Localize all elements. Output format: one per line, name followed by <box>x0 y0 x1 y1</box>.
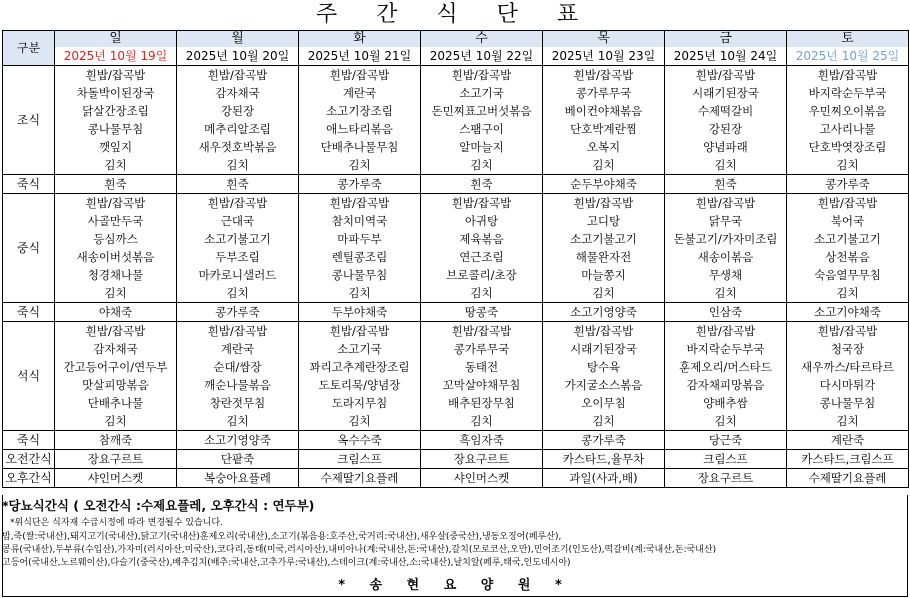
menu-cell: 다시마튀각 <box>787 376 909 394</box>
menu-cell: 소고기영양죽 <box>543 303 665 322</box>
lunch-label: 중식 <box>3 194 55 303</box>
dinner-row <box>3 322 909 341</box>
menu-cell: 새우까스/타르타르 <box>787 358 909 376</box>
page-title: 주 간 식 단 표 <box>315 2 595 27</box>
menu-cell: 수제딸기요플레 <box>299 469 421 488</box>
menu-cell: 장요구르트 <box>55 450 177 469</box>
menu-cell: 흰밥/잡곡밥 <box>177 194 299 213</box>
menu-cell: 김치 <box>543 284 665 303</box>
weekly-menu-table <box>2 30 909 488</box>
menu-cell: 야채죽 <box>55 303 177 322</box>
menu-cell: 맛살피망볶음 <box>55 376 177 394</box>
menu-cell: 마늘쫑지 <box>543 266 665 284</box>
menu-cell: 돈민찌표고버섯볶음 <box>421 102 543 120</box>
menu-cell: 흰밥/잡곡밥 <box>543 322 665 341</box>
menu-cell: 훈제오리/머스타드 <box>665 358 787 376</box>
menu-cell: 흰밥/잡곡밥 <box>787 66 909 85</box>
day-sun: 일 <box>55 31 177 48</box>
menu-cell: 소고기불고기 <box>787 230 909 248</box>
menu-cell: 애느타리볶음 <box>299 120 421 138</box>
menu-cell: 김치 <box>177 284 299 303</box>
lunch-row <box>3 194 909 213</box>
menu-cell: 순대/쌈장 <box>177 358 299 376</box>
menu-cell: 흰죽 <box>665 175 787 194</box>
menu-cell: 김치 <box>55 156 177 175</box>
menu-cell: 장요구르트 <box>421 450 543 469</box>
menu-cell: 흰밥/잡곡밥 <box>421 322 543 341</box>
menu-cell: 흰밥/잡곡밥 <box>299 194 421 213</box>
menu-cell: 감자채국 <box>177 84 299 102</box>
menu-cell: 당근죽 <box>665 431 787 450</box>
menu-cell: 새송이볶음 <box>665 248 787 266</box>
breakfast-row <box>3 120 909 138</box>
menu-cell: 콩가루죽 <box>299 175 421 194</box>
menu-cell: 아귀탕 <box>421 212 543 230</box>
day-thu: 목 <box>543 31 665 48</box>
menu-cell: 콩가루무국 <box>543 84 665 102</box>
snack_am-label: 오전간식 <box>3 450 55 469</box>
menu-cell: 베이컨야채볶음 <box>543 102 665 120</box>
porridge_pm-row <box>3 431 909 450</box>
menu-cell: 김치 <box>299 284 421 303</box>
menu-cell: 청경채나물 <box>55 266 177 284</box>
menu-cell: 복숭아요플레 <box>177 469 299 488</box>
menu-cell: 참치미역국 <box>299 212 421 230</box>
dinner-row <box>3 412 909 431</box>
menu-cell: 단호박엿장조림 <box>787 138 909 156</box>
menu-cell: 흰밥/잡곡밥 <box>787 194 909 213</box>
menu-cell: 알마늘지 <box>421 138 543 156</box>
menu-cell: 김치 <box>299 412 421 431</box>
porridge_noon-row <box>3 303 909 322</box>
menu-cell: 김치 <box>55 284 177 303</box>
menu-cell: 단배추나물 <box>55 394 177 412</box>
menu-cell: 무생채 <box>665 266 787 284</box>
menu-cell: 수제떡갈비 <box>665 102 787 120</box>
menu-cell: 크림스프 <box>299 450 421 469</box>
menu-cell: 새송이버섯볶음 <box>55 248 177 266</box>
snack_am-row <box>3 450 909 469</box>
menu-cell: 콩가루죽 <box>787 175 909 194</box>
menu-cell: 닭살간장조림 <box>55 102 177 120</box>
menu-cell: 도라지무침 <box>299 394 421 412</box>
menu-cell: 북어국 <box>787 212 909 230</box>
menu-cell: 양배추쌈 <box>665 394 787 412</box>
menu-cell: 소고기국 <box>299 340 421 358</box>
menu-cell: 등심까스 <box>55 230 177 248</box>
menu-cell: 계란국 <box>299 84 421 102</box>
menu-cell: 근대국 <box>177 212 299 230</box>
breakfast-label: 조식 <box>3 66 55 175</box>
menu-cell: 두부조림 <box>177 248 299 266</box>
menu-cell: 흰죽 <box>421 175 543 194</box>
facility-name: * 송 현 요 양 원 * <box>338 578 572 593</box>
menu-cell: 가지굴소스볶음 <box>543 376 665 394</box>
menu-cell: 흰밥/잡곡밥 <box>665 194 787 213</box>
menu-cell: 렌틸콩조림 <box>299 248 421 266</box>
lunch-row <box>3 266 909 284</box>
menu-cell: 양념파래 <box>665 138 787 156</box>
day-wed: 수 <box>421 31 543 48</box>
menu-cell: 소고기불고기 <box>543 230 665 248</box>
change-notice: *위식단은 식자재 수급시정에 따라 변경될수 있습니다. <box>10 518 223 528</box>
menu-cell: 흰밥/잡곡밥 <box>543 66 665 85</box>
diabetic-snack-note: *당뇨식간식 ( 오전간식 :수제요플레, 오후간식 : 연두부) <box>2 498 315 513</box>
menu-cell: 돈불고기/가자미조림 <box>665 230 787 248</box>
menu-cell: 깨순나물볶음 <box>177 376 299 394</box>
dinner-row <box>3 394 909 412</box>
menu-cell: 흰밥/잡곡밥 <box>665 66 787 85</box>
menu-cell: 샤인머스켓 <box>421 469 543 488</box>
day-tue: 화 <box>299 31 421 48</box>
menu-cell: 마파두부 <box>299 230 421 248</box>
menu-cell: 닭무국 <box>665 212 787 230</box>
menu-body <box>3 66 909 488</box>
menu-cell: 단팥죽 <box>177 450 299 469</box>
breakfast-row <box>3 156 909 175</box>
menu-cell: 소고기불고기 <box>177 230 299 248</box>
dinner-row <box>3 340 909 358</box>
menu-cell: 콩가루죽 <box>543 431 665 450</box>
menu-cell: 땅콩죽 <box>421 303 543 322</box>
menu-cell: 인삼죽 <box>665 303 787 322</box>
menu-cell: 고사리나물 <box>787 120 909 138</box>
snack_pm-label: 오후간식 <box>3 469 55 488</box>
menu-cell: 바지락순두부국 <box>665 340 787 358</box>
date-mon: 2025년 10월 20일 <box>177 47 299 66</box>
dinner-row <box>3 358 909 376</box>
menu-cell: 크림스프 <box>665 450 787 469</box>
menu-cell: 수제딸기요플레 <box>787 469 909 488</box>
date-fri: 2025년 10월 24일 <box>665 47 787 66</box>
menu-cell: 소고기야채죽 <box>787 303 909 322</box>
menu-cell: 김치 <box>787 412 909 431</box>
menu-cell: 창란젓무침 <box>177 394 299 412</box>
menu-cell: 마카로니샐러드 <box>177 266 299 284</box>
menu-cell: 새우젓호박볶음 <box>177 138 299 156</box>
menu-cell: 콩가루죽 <box>177 303 299 322</box>
menu-cell: 탕수육 <box>543 358 665 376</box>
menu-cell: 연근조림 <box>421 248 543 266</box>
menu-cell: 사골만두국 <box>55 212 177 230</box>
menu-cell: 간고등어구이/연두부 <box>55 358 177 376</box>
date-sun: 2025년 10월 19일 <box>55 47 177 66</box>
menu-cell: 흰밥/잡곡밥 <box>299 66 421 85</box>
menu-cell: 김치 <box>421 412 543 431</box>
date-thu: 2025년 10월 23일 <box>543 47 665 66</box>
menu-cell: 김치 <box>421 284 543 303</box>
menu-cell: 옥수수죽 <box>299 431 421 450</box>
origin-notes <box>2 531 908 570</box>
date-tue: 2025년 10월 21일 <box>299 47 421 66</box>
menu-cell: 콩나물무침 <box>787 394 909 412</box>
menu-cell: 콩나물무침 <box>299 266 421 284</box>
menu-cell: 상천볶음 <box>787 248 909 266</box>
dinner-row <box>3 376 909 394</box>
menu-cell: 계란죽 <box>787 431 909 450</box>
menu-cell: 김치 <box>543 412 665 431</box>
menu-cell: 제육볶음 <box>421 230 543 248</box>
lunch-row <box>3 230 909 248</box>
menu-cell: 흰밥/잡곡밥 <box>55 322 177 341</box>
menu-cell: 참깨죽 <box>55 431 177 450</box>
menu-cell: 흰밥/잡곡밥 <box>787 322 909 341</box>
menu-cell: 숙음열무무침 <box>787 266 909 284</box>
menu-cell: 김치 <box>299 156 421 175</box>
menu-cell: 김치 <box>543 156 665 175</box>
menu-cell: 카스타드,크림스프 <box>787 450 909 469</box>
origin-line-3: 고등어(국내산,노르웨이산),다슬기(중국산),배추김치(배추:국내산,고추가루:국내산),스테이크(계:국내산,소:국내산),날치알(페루,태국,인도네시아) <box>2 558 571 568</box>
menu-cell: 꽈리고추계란장조림 <box>299 358 421 376</box>
menu-cell: 브로콜리/초장 <box>421 266 543 284</box>
menu-cell: 감자채피망볶음 <box>665 376 787 394</box>
menu-cell: 김치 <box>665 284 787 303</box>
menu-cell: 김치 <box>177 156 299 175</box>
origin-line-1: 밥,죽(쌀:국내산),돼지고기(국내산),닭고기(국내산)훈제오리(국내산),소고기(볶음용:호주산,국거리:국내산),새우살(중국산),냉동오징어(페루산), <box>2 532 562 542</box>
porridge_pm-label: 죽식 <box>3 431 55 450</box>
menu-cell: 장요구르트 <box>665 469 787 488</box>
menu-cell: 흑임자죽 <box>421 431 543 450</box>
porridge_noon-label: 죽식 <box>3 303 55 322</box>
menu-cell: 흰밥/잡곡밥 <box>421 194 543 213</box>
menu-cell: 흰죽 <box>55 175 177 194</box>
menu-cell: 콩가루무국 <box>421 340 543 358</box>
menu-cell: 스팸구이 <box>421 120 543 138</box>
porridge_am-label: 죽식 <box>3 175 55 194</box>
menu-cell: 계란국 <box>177 340 299 358</box>
menu-cell: 감자채국 <box>55 340 177 358</box>
menu-cell: 오이무침 <box>543 394 665 412</box>
menu-cell: 흰밥/잡곡밥 <box>299 322 421 341</box>
menu-cell: 꼬막살야채무침 <box>421 376 543 394</box>
menu-cell: 강된장 <box>665 120 787 138</box>
origin-line-2: 콩류(국내산),두부류(수입산),가자미(러시아산,미국산),코다리,동태(미국,러시아산),내비아나(계:국내산,돈:국내산),갈치(모로코산,오만),민어조기(인도산),떡갈비(계:국내산,돈:국내산) <box>2 545 717 555</box>
menu-cell: 바지락순두부국 <box>787 84 909 102</box>
menu-cell: 두부야채죽 <box>299 303 421 322</box>
breakfast-row <box>3 138 909 156</box>
menu-cell: 김치 <box>787 284 909 303</box>
menu-cell: 순두부야채죽 <box>543 175 665 194</box>
snack_pm-row <box>3 469 909 488</box>
gubun-header: 구분 <box>3 31 55 66</box>
menu-cell: 시래기된장국 <box>665 84 787 102</box>
menu-cell: 오복지 <box>543 138 665 156</box>
menu-cell: 김치 <box>665 156 787 175</box>
menu-cell: 김치 <box>421 156 543 175</box>
dinner-label: 석식 <box>3 322 55 431</box>
menu-cell: 흰밥/잡곡밥 <box>421 66 543 85</box>
menu-cell: 도토리묵/양념장 <box>299 376 421 394</box>
day-fri: 금 <box>665 31 787 48</box>
porridge_am-row <box>3 175 909 194</box>
menu-cell: 차돌박이된장국 <box>55 84 177 102</box>
menu-cell: 강된장 <box>177 102 299 120</box>
menu-cell: 흰밥/잡곡밥 <box>543 194 665 213</box>
menu-cell: 흰밥/잡곡밥 <box>177 322 299 341</box>
menu-cell: 단배추나물무침 <box>299 138 421 156</box>
menu-cell: 동태전 <box>421 358 543 376</box>
menu-cell: 청국장 <box>787 340 909 358</box>
menu-cell: 흰밥/잡곡밥 <box>177 66 299 85</box>
menu-cell: 고디탕 <box>543 212 665 230</box>
menu-cell: 깻잎지 <box>55 138 177 156</box>
menu-cell: 소고기국 <box>421 84 543 102</box>
menu-cell: 흰밥/잡곡밥 <box>55 194 177 213</box>
menu-cell: 과일(사과,배) <box>543 469 665 488</box>
menu-cell: 흰밥/잡곡밥 <box>55 66 177 85</box>
menu-cell: 샤인머스켓 <box>55 469 177 488</box>
menu-cell: 메추리알조림 <box>177 120 299 138</box>
breakfast-row <box>3 84 909 102</box>
date-header-row <box>3 47 909 66</box>
menu-cell: 콩나물무침 <box>55 120 177 138</box>
menu-cell: 해물완자전 <box>543 248 665 266</box>
day-mon: 월 <box>177 31 299 48</box>
menu-cell: 김치 <box>55 412 177 431</box>
menu-cell: 소고기장조림 <box>299 102 421 120</box>
menu-cell: 단호박계란찜 <box>543 120 665 138</box>
date-sat: 2025년 10월 25일 <box>787 47 909 66</box>
menu-cell: 배추된장무침 <box>421 394 543 412</box>
date-wed: 2025년 10월 22일 <box>421 47 543 66</box>
menu-cell: 흰죽 <box>177 175 299 194</box>
menu-cell: 흰밥/잡곡밥 <box>665 322 787 341</box>
menu-cell: 카스타드,율무차 <box>543 450 665 469</box>
lunch-row <box>3 212 909 230</box>
lunch-row <box>3 248 909 266</box>
lunch-row <box>3 284 909 303</box>
breakfast-row <box>3 66 909 85</box>
menu-cell: 김치 <box>665 412 787 431</box>
menu-cell: 김치 <box>177 412 299 431</box>
menu-cell: 우민찌오이볶음 <box>787 102 909 120</box>
day-header-row <box>3 31 909 48</box>
day-sat: 토 <box>787 31 909 48</box>
menu-cell: 김치 <box>787 156 909 175</box>
breakfast-row <box>3 102 909 120</box>
menu-cell: 시래기된장국 <box>543 340 665 358</box>
menu-cell: 소고기영양죽 <box>177 431 299 450</box>
